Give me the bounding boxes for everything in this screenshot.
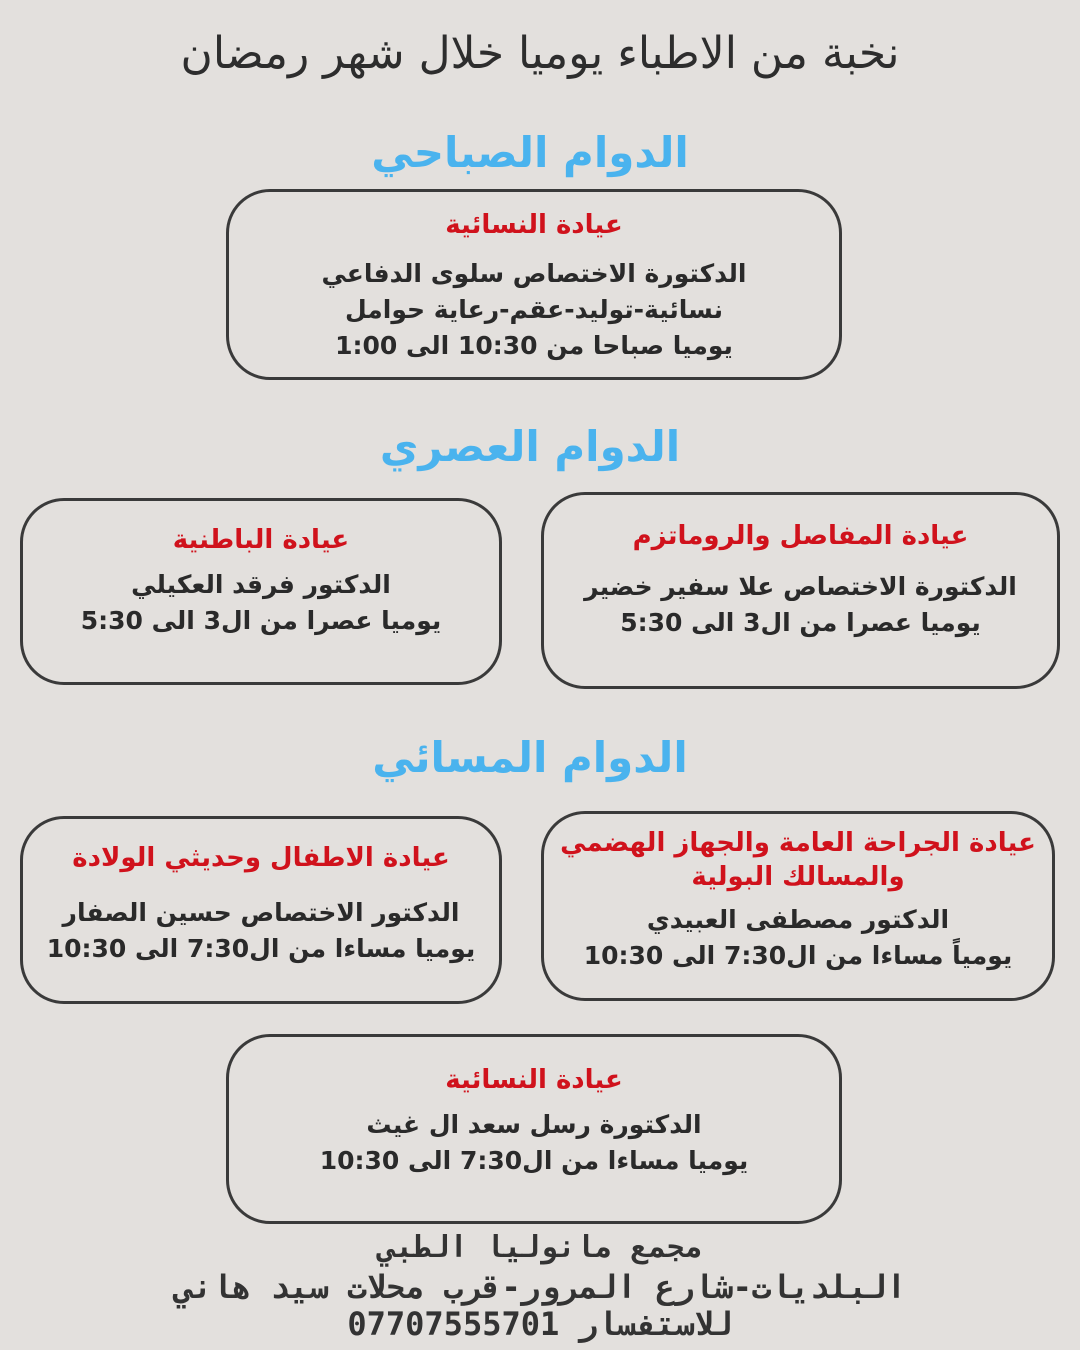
afternoon-shift-title: الدوام العصري — [379, 422, 681, 471]
general-surgery-clinic-card — [541, 811, 1055, 1001]
doctor-name: الدكتورة الاختصاص سلوى الدفاعي — [321, 259, 747, 288]
doctor-name: الدكتور مصطفى العبيدي — [646, 905, 950, 934]
doctor-name: الدكتورة رسل سعد ال غيث — [366, 1110, 702, 1139]
address: البلديات-شارع المرور-قرب محلات سيد هاني — [173, 1268, 907, 1306]
working-hours: يوميا صباحا من 10:30 الى 1:00 — [335, 331, 733, 360]
clinic-center-name: مجمع مانوليا الطبي — [377, 1230, 703, 1265]
doctor-name: الدكتور الاختصاص حسين الصفار — [62, 898, 460, 927]
working-hours: يوميا عصرا من ال3 الى 5:30 — [80, 606, 442, 635]
working-hours: يومياً مساءا من ال7:30 الى 10:30 — [583, 941, 1013, 970]
clinic-name: عيادة النسائية — [445, 210, 623, 240]
morning-shift-title: الدوام الصباحي — [371, 128, 689, 177]
specialty: نسائية-توليد-عقم-رعاية حوامل — [344, 295, 724, 324]
clinic-name: عيادة النسائية — [445, 1065, 623, 1095]
doctor-name: الدكتور فرقد العكيلي — [131, 570, 391, 599]
clinic-name-line-2: والمسالك البولية — [691, 862, 905, 892]
working-hours: يوميا عصرا من ال3 الى 5:30 — [620, 608, 981, 637]
page-title: نخبة من الاطباء يوميا خلال شهر رمضان — [180, 28, 900, 79]
pediatrics-clinic-card — [20, 816, 502, 1004]
clinic-name: عيادة المفاصل والروماتزم — [632, 521, 969, 551]
clinic-name: عيادة الاطفال وحديثي الولادة — [72, 843, 450, 873]
contact-phone: للاستفسار 07707555701 — [347, 1305, 733, 1343]
rheumatology-clinic-card — [541, 492, 1060, 689]
morning-women-clinic-card — [226, 189, 842, 380]
clinic-name: عيادة الباطنية — [172, 525, 350, 555]
clinic-name-line-1: عيادة الجراحة العامة والجهاز الهضمي — [560, 828, 1036, 858]
evening-women-clinic-card — [226, 1034, 842, 1224]
working-hours: يوميا مساءا من ال7:30 الى 10:30 — [46, 934, 476, 963]
doctor-name: الدكتورة الاختصاص علا سفير خضير — [584, 572, 1017, 601]
evening-shift-title: الدوام المسائي — [372, 733, 688, 782]
working-hours: يوميا مساءا من ال7:30 الى 10:30 — [319, 1146, 749, 1175]
internal-medicine-clinic-card — [20, 498, 502, 685]
